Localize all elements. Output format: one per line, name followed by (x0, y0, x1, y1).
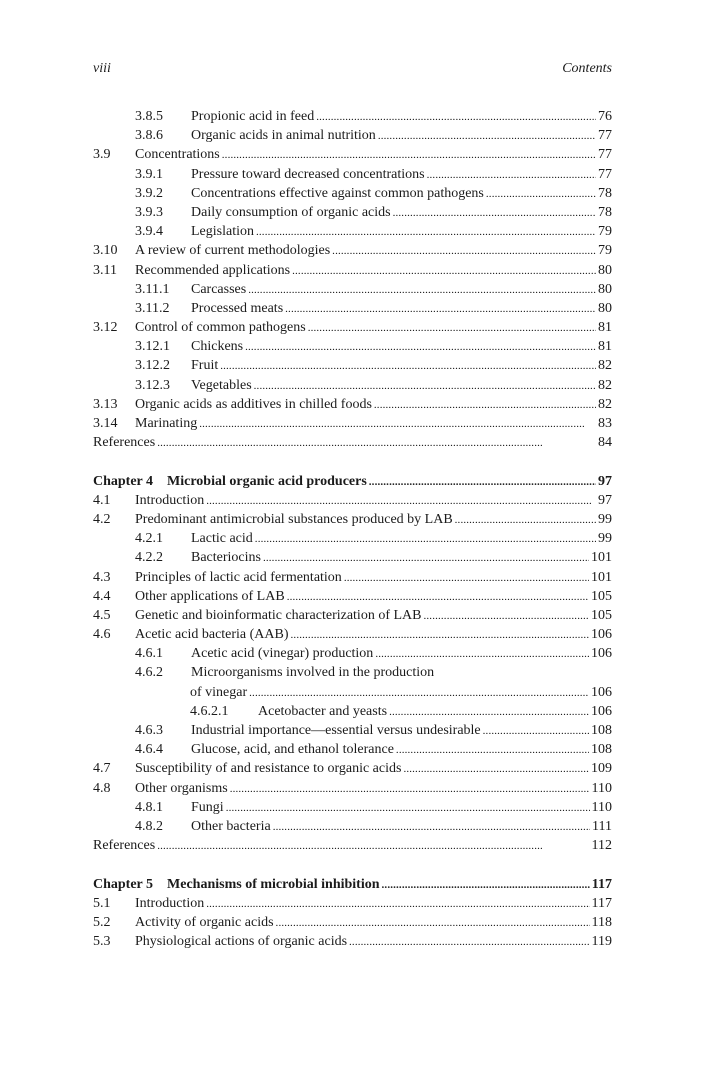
toc-entry-number: 4.6.4 (135, 742, 163, 758)
toc-entry-page: 78 (598, 185, 612, 201)
toc-dot-leader (369, 473, 596, 492)
toc-entry (93, 241, 612, 260)
toc-entry-page: 108 (591, 723, 612, 738)
toc-dot-leader (157, 837, 589, 856)
toc-entry-title: Propionic acid in feed (191, 109, 315, 124)
toc-entry-number: 4.4 (93, 588, 111, 604)
toc-entry-page: 81 (598, 339, 612, 355)
toc-entry-number: 3.12 (93, 320, 118, 336)
toc-chapter-entry (93, 875, 612, 894)
toc-dot-leader (396, 741, 589, 760)
toc-dot-leader (455, 511, 596, 530)
toc-entry-title: Fruit (191, 358, 219, 374)
toc-entry-title: Activity of organic acids (135, 914, 274, 930)
toc-entry-title: Lactic acid (191, 531, 253, 547)
toc-entry-number: 4.7 (93, 761, 111, 777)
toc-entry-number: 3.11 (93, 262, 117, 278)
toc-entry-number: 4.8 (93, 780, 111, 796)
toc-entry (93, 318, 612, 337)
toc-entry-number: 3.13 (93, 396, 118, 412)
toc-entry-title: Microbial organic acid producers (167, 473, 367, 489)
toc-entry-title: Organic acids in animal nutrition (191, 128, 376, 144)
toc-dot-leader (273, 818, 590, 837)
toc-entry-title: Recommended applications (135, 262, 291, 278)
toc-dot-leader (285, 300, 596, 319)
toc-entry-title: Acetic acid bacteria (AAB) (135, 627, 289, 643)
toc-entry-page: 80 (598, 281, 612, 297)
toc-spacer (93, 452, 612, 471)
toc-entry (93, 145, 612, 164)
toc-entry-number: 4.5 (93, 607, 111, 623)
toc-spacer (93, 855, 612, 874)
toc-entry-page: 106 (591, 703, 612, 719)
toc-entry-title: Daily consumption of organic acids (191, 204, 391, 220)
toc-entry-title: Predominant antimicrobial substances produced by LAB (135, 511, 453, 527)
toc-entry (93, 126, 612, 145)
toc-entry-title: Pressure toward decreased concentrations (191, 166, 425, 182)
toc-entry-title: Mechanisms of microbial inhibition (167, 876, 380, 892)
section-title-header: Contents (562, 61, 612, 76)
toc-entry-number: 3.9 (93, 147, 111, 163)
toc-dot-leader (254, 377, 596, 396)
toc-entry-number: 4.8.2 (135, 818, 163, 834)
toc-dot-leader (427, 166, 596, 185)
toc-entry-page: 109 (591, 761, 612, 777)
toc-entry-page: 106 (591, 646, 612, 662)
toc-entry-number: 4.6.3 (135, 723, 163, 738)
toc-entry-title: Physiological actions of organic acids (135, 934, 348, 950)
toc-entry-title: Marinating (135, 416, 198, 431)
toc-entry-title: Organic acids as additives in chilled foods (135, 396, 372, 412)
toc-entry-number: 3.8.5 (135, 109, 163, 124)
toc-entry-page: 77 (598, 166, 612, 182)
toc-entry-title: Genetic and bioinformatic characterization of LAB (135, 607, 422, 623)
toc-entry-number: 3.14 (93, 416, 118, 431)
toc-entry (93, 184, 612, 203)
toc-entry-title: Other applications of LAB (135, 588, 285, 604)
toc-entry-page: 105 (591, 588, 612, 604)
toc-entry-number: 3.9.3 (135, 204, 163, 220)
toc-entry (93, 280, 612, 299)
toc-entry-number: 5.3 (93, 934, 111, 950)
toc-entry (93, 606, 612, 625)
toc-entry-title: Concentrations effective against common pathogens (191, 185, 484, 201)
toc-entry (93, 548, 612, 567)
toc-dot-leader (316, 108, 596, 127)
toc-entry-page: 97 (598, 473, 612, 489)
toc-entry-page: 119 (591, 934, 612, 950)
toc-entry-title: Acetic acid (vinegar) production (191, 646, 374, 662)
toc-entry-page: 83 (598, 416, 612, 431)
toc-dot-leader (375, 645, 589, 664)
toc-dot-leader (291, 626, 589, 645)
toc-entry-number: 3.9.2 (135, 185, 163, 201)
toc-entry-page: 77 (598, 147, 612, 163)
toc-entry-page: 111 (592, 818, 612, 834)
toc-entry (93, 721, 612, 740)
toc-entry-number: 4.6 (93, 627, 111, 643)
toc-dot-leader (332, 242, 596, 261)
toc-dot-leader (226, 799, 590, 818)
toc-entry-page: 110 (591, 780, 612, 796)
toc-dot-leader (230, 780, 590, 799)
toc-entry (93, 759, 612, 778)
toc-dot-leader (424, 607, 590, 626)
toc-entry (93, 568, 612, 587)
toc-entry-page: 81 (598, 320, 612, 336)
toc-entry (93, 587, 612, 606)
toc-entry (93, 625, 612, 644)
toc-entry-page: 76 (598, 109, 612, 124)
toc-entry-number: Chapter 5 (93, 876, 154, 892)
toc-dot-leader (344, 569, 589, 588)
toc-entry (93, 836, 612, 855)
toc-dot-leader (206, 895, 589, 914)
toc-entry-page: 78 (598, 204, 612, 220)
toc-entry-page: 77 (598, 128, 612, 144)
toc-entry-page: 106 (591, 684, 612, 700)
toc-chapter-entry (93, 472, 612, 491)
toc-entry (93, 510, 612, 529)
toc-dot-leader (220, 357, 596, 376)
toc-entry-number: 3.10 (93, 243, 118, 259)
toc-entry (93, 107, 612, 126)
toc-entry-page: 105 (591, 607, 612, 623)
toc-entry-page: 84 (598, 435, 612, 451)
toc-entry-title: Glucose, acid, and ethanol tolerance (191, 742, 394, 758)
toc-entry-title: Carcasses (191, 281, 247, 297)
toc-entry (93, 395, 612, 414)
toc-entry-number: 3.11.2 (135, 300, 170, 316)
toc-entry (93, 299, 612, 318)
toc-dot-leader (483, 722, 589, 741)
toc-dot-leader (157, 434, 596, 453)
toc-dot-leader (206, 492, 596, 511)
toc-entry-title: Processed meats (191, 300, 284, 316)
toc-dot-leader (249, 684, 589, 703)
toc-entry (93, 376, 612, 395)
toc-entry (93, 165, 612, 184)
toc-entry-title: Concentrations (135, 147, 220, 163)
toc-entry (93, 894, 612, 913)
toc-entry-page: 97 (598, 492, 612, 508)
toc-entry-title: Principles of lactic acid fermentation (135, 569, 342, 585)
toc-entry (93, 337, 612, 356)
toc-entry (93, 644, 612, 663)
toc-dot-leader (382, 876, 590, 895)
toc-entry-title: Bacteriocins (191, 550, 261, 566)
page-number-header: viii (93, 61, 111, 76)
toc-dot-leader (256, 223, 596, 242)
toc-entry-number: 3.11.1 (135, 281, 170, 297)
toc-entry-title: Chickens (191, 339, 244, 355)
toc-entry-page: 99 (598, 531, 612, 547)
toc-entry-page: 79 (598, 243, 612, 259)
toc-entry-number: 4.6.2.1 (190, 703, 229, 719)
toc-entry (93, 663, 612, 682)
toc-entry-number: 3.8.6 (135, 128, 163, 144)
toc-entry (93, 932, 612, 951)
toc-dot-leader (255, 530, 596, 549)
toc-entry-page: 101 (591, 569, 612, 585)
toc-dot-leader (486, 185, 596, 204)
toc-entry-number: 4.6.1 (135, 646, 163, 662)
toc-entry-title: Industrial importance—essential versus undesirable (191, 723, 481, 738)
toc-entry-title: Other organisms (135, 780, 228, 796)
toc-entry-page: 99 (598, 511, 612, 527)
toc-dot-leader (378, 127, 596, 146)
table-of-contents (93, 107, 612, 951)
toc-entry-title: Acetobacter and yeasts (258, 703, 388, 719)
toc-entry-page: 80 (598, 262, 612, 278)
toc-dot-leader (287, 588, 589, 607)
toc-entry-page: 112 (591, 838, 612, 854)
toc-entry-title: References (93, 838, 156, 854)
toc-dot-leader (292, 262, 596, 281)
toc-entry-number: 3.12.3 (135, 377, 170, 393)
toc-entry (93, 356, 612, 375)
toc-entry (93, 798, 612, 817)
toc-entry-number: 4.1 (93, 492, 111, 508)
toc-entry (93, 491, 612, 510)
toc-entry-number: 4.2.1 (135, 531, 163, 547)
toc-entry (93, 261, 612, 280)
toc-entry (93, 683, 612, 702)
toc-entry-title: Vegetables (191, 377, 252, 393)
toc-entry-page: 117 (591, 876, 612, 892)
toc-entry-number: 5.1 (93, 895, 111, 911)
toc-entry-number: 4.8.1 (135, 799, 163, 815)
toc-entry-page: 110 (591, 799, 612, 815)
toc-dot-leader (393, 204, 596, 223)
toc-dot-leader (389, 703, 589, 722)
toc-entry (93, 433, 612, 452)
toc-entry-title: Control of common pathogens (135, 320, 306, 336)
toc-entry-title: Susceptibility of and resistance to organic acids (135, 761, 402, 777)
toc-entry-page: 82 (598, 358, 612, 374)
toc-entry (93, 414, 612, 433)
toc-entry-page: 106 (591, 627, 612, 643)
toc-entry-page: 82 (598, 377, 612, 393)
toc-entry-title: Other bacteria (191, 818, 271, 834)
toc-entry (93, 779, 612, 798)
toc-dot-leader (276, 914, 590, 933)
toc-entry-title: A review of current methodologies (135, 243, 331, 259)
toc-entry (93, 702, 612, 721)
toc-entry-number: 4.2.2 (135, 550, 163, 566)
toc-dot-leader (403, 760, 589, 779)
toc-entry (93, 817, 612, 836)
toc-dot-leader (199, 415, 596, 434)
toc-dot-leader (349, 933, 589, 952)
toc-dot-leader (374, 396, 596, 415)
toc-entry-title: of vinegar (190, 684, 248, 700)
toc-dot-leader (308, 319, 596, 338)
toc-entry-title: Fungi (191, 799, 224, 815)
toc-entry-page: 101 (591, 550, 612, 566)
toc-entry-number: 4.6.2 (135, 665, 163, 681)
toc-entry (93, 222, 612, 241)
toc-entry-number: 4.3 (93, 569, 111, 585)
toc-entry-title: Introduction (135, 492, 205, 508)
toc-entry-page: 108 (591, 742, 612, 758)
toc-entry-number: Chapter 4 (93, 473, 154, 489)
toc-entry-number: 3.9.4 (135, 224, 163, 240)
toc-entry (93, 529, 612, 548)
toc-dot-leader (248, 281, 596, 300)
toc-entry-page: 79 (598, 224, 612, 240)
toc-entry-page: 118 (591, 914, 612, 930)
toc-entry-title: Legislation (191, 224, 254, 240)
toc-entry-title: Introduction (135, 895, 205, 911)
toc-entry-number: 4.2 (93, 511, 111, 527)
toc-entry-page: 80 (598, 300, 612, 316)
toc-entry-title: References (93, 435, 156, 451)
toc-entry-number: 3.9.1 (135, 166, 163, 182)
toc-entry-number: 3.12.2 (135, 358, 170, 374)
toc-dot-leader (222, 146, 596, 165)
toc-dot-leader (245, 338, 596, 357)
toc-entry-page: 82 (598, 396, 612, 412)
toc-entry (93, 203, 612, 222)
toc-entry-number: 5.2 (93, 914, 111, 930)
toc-entry (93, 913, 612, 932)
toc-entry-page: 117 (591, 895, 612, 911)
toc-dot-leader (263, 549, 589, 568)
toc-entry (93, 740, 612, 759)
toc-entry-number: 3.12.1 (135, 339, 170, 355)
toc-entry-title: Microorganisms involved in the production (191, 665, 435, 681)
